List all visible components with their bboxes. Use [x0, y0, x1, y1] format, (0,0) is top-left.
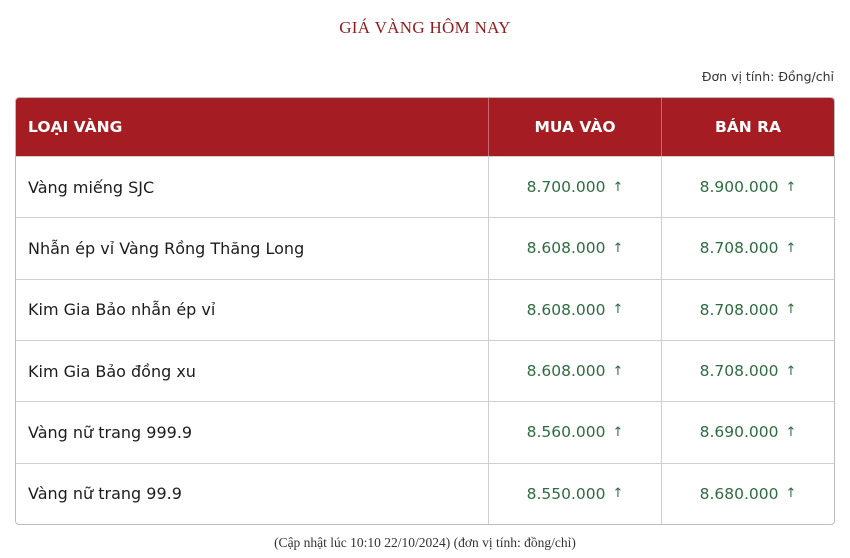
row-sell-price	[661, 340, 834, 401]
gold-price-table	[15, 97, 835, 525]
up-arrow-icon: ↑	[785, 179, 797, 195]
row-buy-price	[488, 401, 661, 462]
up-arrow-icon: ↑	[785, 424, 797, 440]
sell-value: 8.708.000	[699, 300, 779, 319]
sell-value: 8.900.000	[699, 178, 779, 197]
row-sell-price	[661, 156, 834, 217]
row-buy-price	[488, 279, 661, 340]
header-gold-type: LOẠI VÀNG	[16, 98, 488, 156]
buy-value: 8.700.000	[526, 178, 606, 197]
unit-note: Đơn vị tính: Đồng/chỉ	[701, 69, 834, 84]
page-title: GIÁ VÀNG HÔM NAY	[339, 18, 511, 37]
row-name: Vàng miếng SJC	[16, 156, 488, 217]
row-sell-price	[661, 279, 834, 340]
sell-value: 8.680.000	[699, 484, 779, 503]
row-sell-price	[661, 217, 834, 278]
sell-value: 8.708.000	[699, 239, 779, 258]
up-arrow-icon: ↑	[612, 179, 624, 195]
row-name: Nhẫn ép vỉ Vàng Rồng Thăng Long	[16, 217, 488, 278]
sell-value: 8.690.000	[699, 423, 779, 442]
up-arrow-icon: ↑	[612, 424, 624, 440]
buy-value: 8.550.000	[526, 484, 606, 503]
up-arrow-icon: ↑	[612, 302, 624, 318]
row-buy-price	[488, 156, 661, 217]
row-buy-price	[488, 463, 661, 524]
up-arrow-icon: ↑	[612, 363, 624, 379]
buy-value: 8.608.000	[526, 300, 606, 319]
up-arrow-icon: ↑	[612, 240, 624, 256]
up-arrow-icon: ↑	[612, 486, 624, 502]
header-sell: BÁN RA	[661, 98, 834, 156]
buy-value: 8.608.000	[526, 362, 606, 381]
row-name: Kim Gia Bảo nhẫn ép vỉ	[16, 279, 488, 340]
buy-value: 8.608.000	[526, 239, 606, 258]
row-sell-price	[661, 401, 834, 462]
up-arrow-icon: ↑	[785, 363, 797, 379]
row-name: Vàng nữ trang 999.9	[16, 401, 488, 462]
row-name: Vàng nữ trang 99.9	[16, 463, 488, 524]
update-note: (Cập nhật lúc 10:10 22/10/2024) (đơn vị tính: đồng/chỉ)	[274, 535, 576, 550]
row-buy-price	[488, 217, 661, 278]
row-name: Kim Gia Bảo đồng xu	[16, 340, 488, 401]
row-buy-price	[488, 340, 661, 401]
up-arrow-icon: ↑	[785, 302, 797, 318]
buy-value: 8.560.000	[526, 423, 606, 442]
header-buy: MUA VÀO	[488, 98, 661, 156]
up-arrow-icon: ↑	[785, 486, 797, 502]
up-arrow-icon: ↑	[785, 240, 797, 256]
sell-value: 8.708.000	[699, 362, 779, 381]
row-sell-price	[661, 463, 834, 524]
